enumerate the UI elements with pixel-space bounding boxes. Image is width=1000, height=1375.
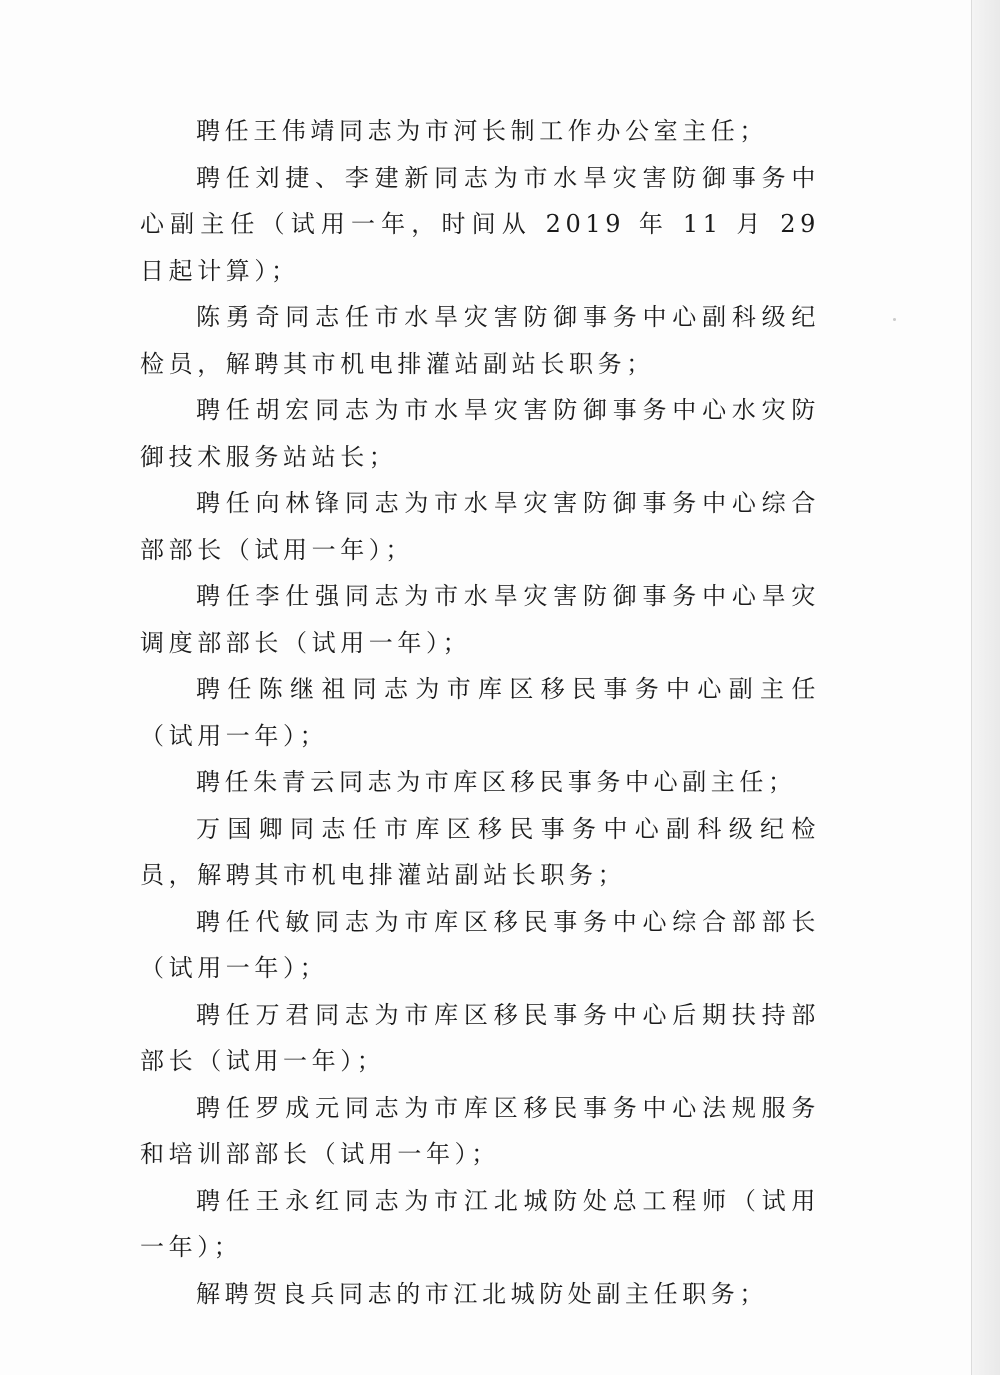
paragraph: 聘任罗成元同志为市库区移民事务中心法规服务和培训部部长（试用一年）； bbox=[140, 1093, 820, 1168]
page-edge-shadow bbox=[971, 0, 1000, 1375]
document-body bbox=[140, 108, 820, 1317]
paragraph: 陈勇奇同志任市水旱灾害防御事务中心副科级纪检员，解聘其市机电排灌站副站长职务； bbox=[140, 303, 820, 378]
paragraph: 聘任向林锋同志为市水旱灾害防御事务中心综合部部长（试用一年）； bbox=[140, 489, 820, 564]
paragraph: 聘任王永红同志为市江北城防处总工程师（试用一年）； bbox=[140, 1186, 820, 1261]
paragraph: 解聘贺良兵同志的市江北城防处副主任职务； bbox=[196, 1279, 768, 1308]
scan-speck bbox=[893, 318, 896, 321]
paragraph: 聘任万君同志为市库区移民事务中心后期扶持部部长（试用一年）； bbox=[140, 1000, 820, 1075]
paragraph: 万国卿同志任市库区移民事务中心副科级纪检员，解聘其市机电排灌站副站长职务； bbox=[140, 814, 820, 889]
paragraph: 聘任代敏同志为市库区移民事务中心综合部部长（试用一年）； bbox=[140, 907, 820, 982]
paragraph: 聘任朱青云同志为市库区移民事务中心副主任； bbox=[196, 768, 797, 796]
paragraph: 聘任刘捷、李建新同志为市水旱灾害防御事务中心副主任（试用一年，时间从 2019 年 11 月 29 日起计算）； bbox=[140, 163, 820, 285]
paragraph: 聘任王伟靖同志为市河长制工作办公室主任； bbox=[196, 117, 768, 145]
paragraph: 聘任李仕强同志为市水旱灾害防御事务中心旱灾调度部部长（试用一年）； bbox=[140, 582, 820, 657]
paragraph: 聘任陈继祖同志为市库区移民事务中心副主任（试用一年）； bbox=[140, 675, 820, 750]
paragraph: 聘任胡宏同志为市水旱灾害防御事务中心水灾防御技术服务站站长； bbox=[140, 396, 820, 471]
